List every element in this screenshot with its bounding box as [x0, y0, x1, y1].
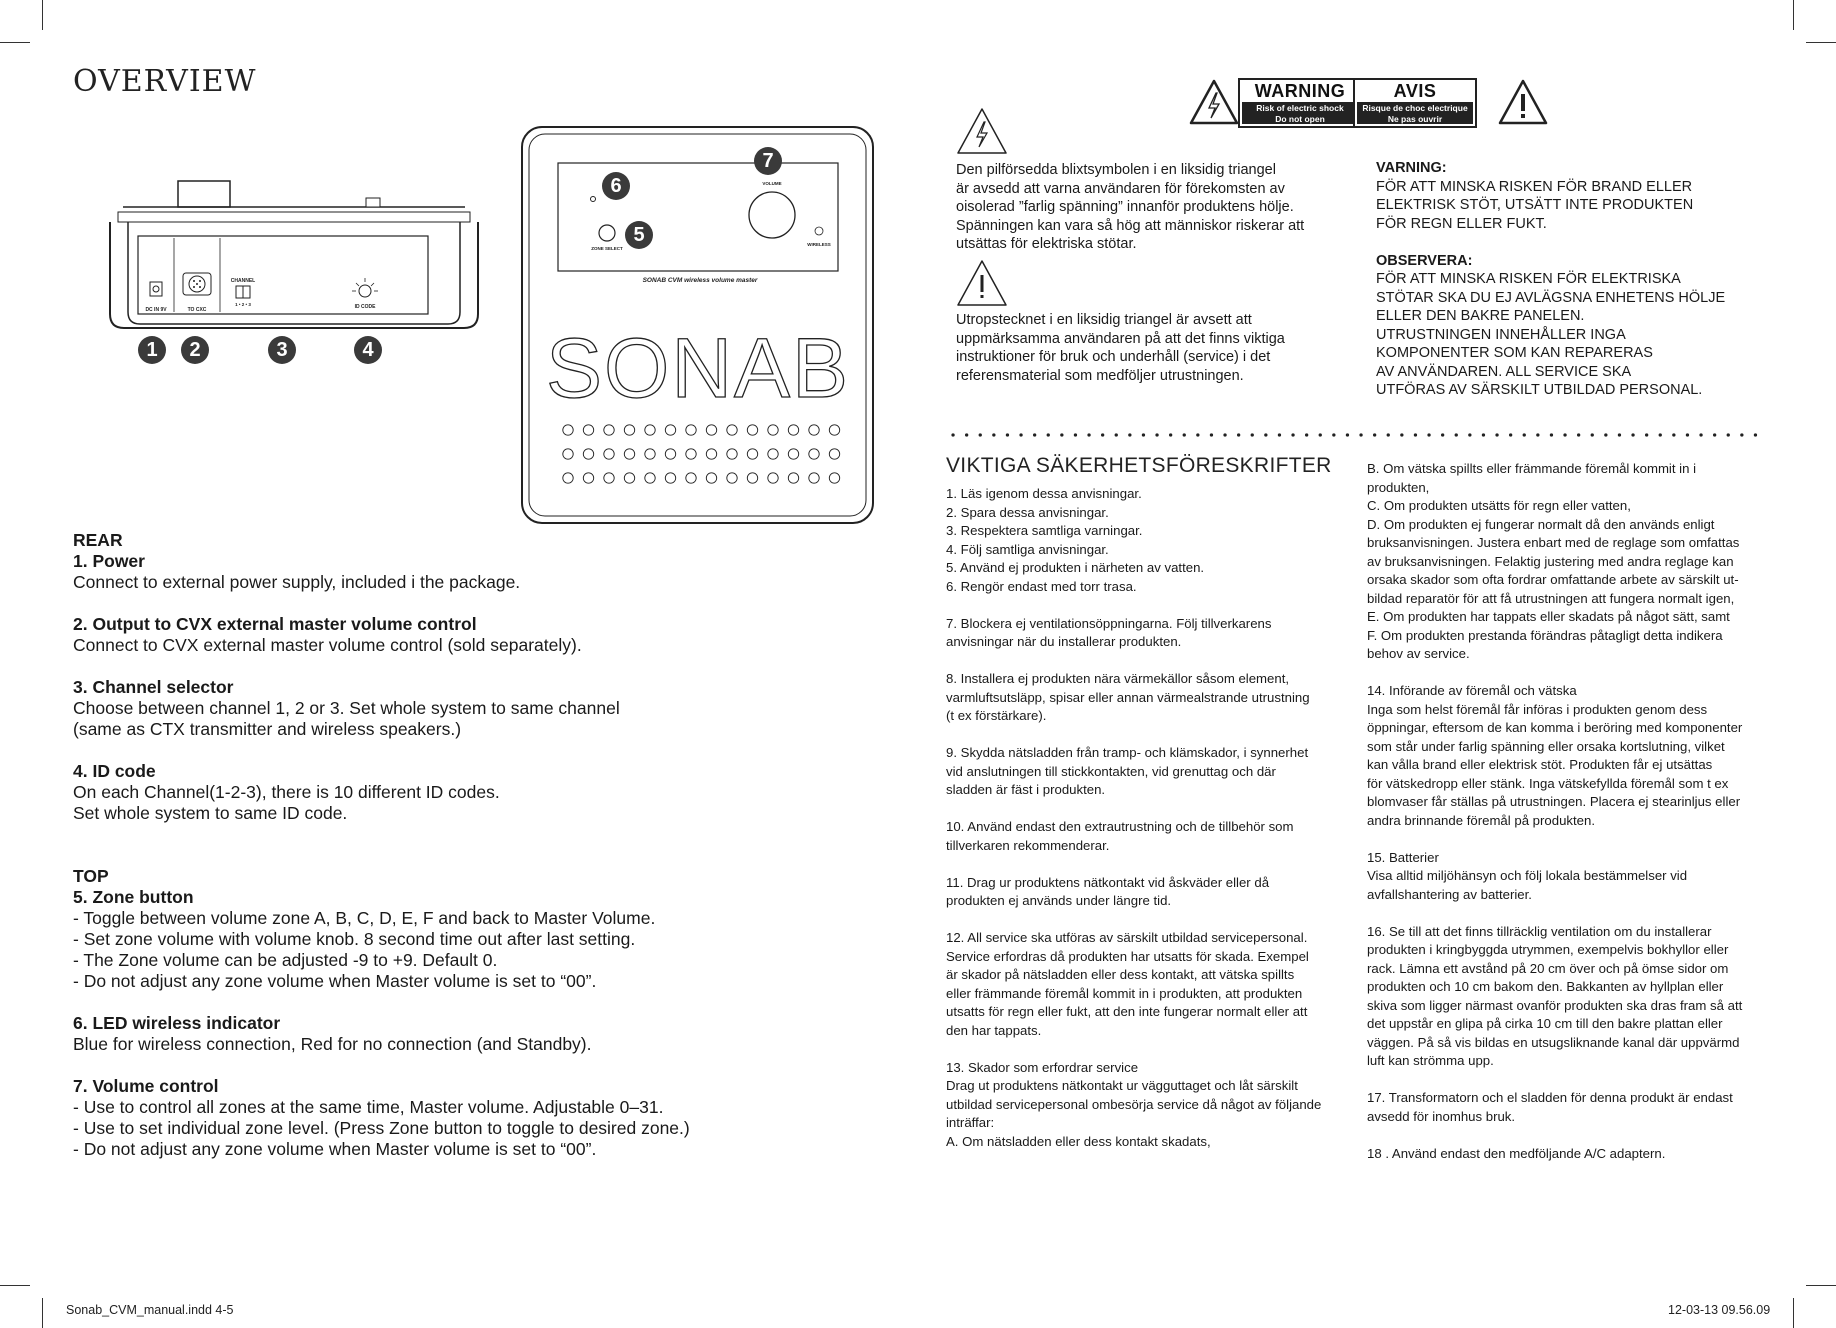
safety-line: F. Om produkten prestanda förändras påtagligt detta indikera [1367, 627, 1723, 643]
safety-line: 17. Transformatorn och el sladden för denna produkt är endast [1367, 1090, 1733, 1105]
avis-label [1353, 78, 1477, 128]
badge-3: 3 [268, 336, 296, 364]
dotted-divider [950, 432, 1765, 438]
text-line: Den pilförsedda blixtsymbolen i en liksidig triangel [956, 162, 1276, 178]
safety-line: andra brinnande föremål på produkten. [1367, 812, 1596, 828]
safety-line: E. Om produkten har tappats eller skadats på något sätt, samt [1367, 609, 1730, 624]
safety-line: rack. Lämna ett avstånd på 20 cm över och på ömse sidor om [1367, 960, 1729, 976]
safety-line: för vätskedropp eller stänk. Inga vätskefyllda föremål som t ex [1367, 775, 1729, 791]
rear-label-dcin: DC IN 9V [145, 307, 167, 313]
safety-line: tillverkaren rekommenderar. [946, 837, 1110, 853]
safety-line: Visa alltid miljöhänsyn och följ lokala bestämmelser vid [1367, 868, 1688, 883]
safety-title: VIKTIGA SÄKERHETSFÖRESKRIFTER [946, 454, 1332, 477]
safety-line: Service erfordras då produkten har utsatts för skada. Exempel [946, 948, 1309, 964]
item-3-text: Choose between channel 1, 2 or 3. Set whole system to same channel [73, 698, 620, 718]
safety-line: kan vålla brand eller elektrisk stöt. Produkten får ej utsättas [1367, 757, 1713, 772]
safety-line: 2. Spara dessa anvisningar. [946, 504, 1109, 520]
rear-label-tocxc: TO CXC [187, 307, 207, 313]
exclamation-triangle-icon [1497, 78, 1549, 126]
badge-1: 1 [138, 336, 166, 364]
safety-line: 13. Skador som erfordrar service [946, 1059, 1139, 1075]
text-line: uppmärksamma användaren på att det finns viktiga [956, 330, 1285, 347]
item-3-text: (same as CTX transmitter and wireless speakers.) [73, 719, 462, 739]
item-3-title: 3. Channel selector [73, 677, 234, 697]
top-heading: TOP [73, 866, 109, 886]
safety-line: 16. Se till att det finns tillräcklig ventilation om du installerar [1367, 923, 1712, 939]
text-line: är avsedd att varna användaren för förekomsten av [956, 180, 1285, 197]
text-line: STÖTAR SKA DU EJ AVLÄGSNA ENHETENS HÖLJE [1376, 289, 1726, 306]
text-line: AV ANVÄNDAREN. ALL SERVICE SKA [1376, 363, 1632, 380]
text-line: Utropstecknet i en liksidig triangel är avsett att [956, 312, 1252, 328]
text-line: referensmaterial som medföljer utrustningen. [956, 367, 1244, 384]
warning-sub: Risk of electric shock [1256, 103, 1344, 113]
safety-line: Inga som helst föremål får införas i produkten genom dess [1367, 701, 1708, 717]
safety-line: bruksanvisningen. Justera enbart med de reglage som omfattas [1367, 535, 1740, 550]
safety-line: det uppstår en glipa på cirka 10 cm till den bakre plattan eller [1367, 1016, 1723, 1031]
warning-sub: Do not open [1275, 114, 1325, 124]
safety-line: (t ex förstärkare). [946, 708, 1047, 723]
rear-label-idcode: ID CODE [354, 304, 376, 310]
volume-label: VOLUME [762, 181, 782, 186]
safety-line: D. Om produkten ej fungerar normalt då den används enligt [1367, 516, 1715, 532]
item-5-title: 5. Zone button [73, 887, 194, 907]
text-line: FÖR REGN ELLER FUKT. [1376, 215, 1547, 232]
safety-line: behov av service. [1367, 646, 1470, 661]
safety-line: vid anslutningen till stickkontakten, vid grenuttag och där [946, 763, 1276, 779]
text-line: UTFÖRAS AV SÄRSKILT UTBILDAD PERSONAL. [1376, 382, 1703, 398]
item-6-text: Blue for wireless connection, Red for no connection (and Standby). [73, 1034, 592, 1054]
item-5-text: - Do not adjust any zone volume when Master volume is set to “00”. [73, 971, 597, 991]
safety-line: 9. Skydda nätsladden från tramp- och klämskador, i synnerhet [946, 745, 1309, 760]
text-line: UTRUSTNINGEN INNEHÅLLER INGA [1376, 326, 1626, 343]
item-4-title: 4. ID code [73, 761, 156, 781]
item-7-text: - Use to set individual zone level. (Press Zone button to toggle to desired zone.) [73, 1118, 690, 1138]
text-line: oisolerad ”farlig spänning” innanför produktens hölje. [956, 199, 1294, 215]
crop-mark [42, 1298, 43, 1328]
safety-column-1 [946, 485, 1356, 1151]
safety-line: B. Om vätska spillts eller främmande föremål kommit in i [1367, 461, 1697, 476]
item-4-text: On each Channel(1-2-3), there is 10 different ID codes. [73, 782, 500, 802]
safety-line: C. Om produkten utsätts för regn eller vatten, [1367, 498, 1631, 513]
safety-line: 12. All service ska utföras av särskilt utbildad servicepersonal. [946, 930, 1308, 945]
safety-line: 8. Installera ej produkten nära värmekällor såsom element, [946, 671, 1290, 686]
safety-line: produkten ej används under längre tid. [946, 893, 1172, 908]
safety-line: den har tappats. [946, 1022, 1042, 1038]
text-line: KOMPONENTER SOM KAN REPARERAS [1376, 345, 1653, 361]
varning-block [1376, 159, 1725, 400]
safety-line: 7. Blockera ej ventilationsöppningarna. Följ tillverkarens [946, 615, 1272, 631]
safety-line: blomvaser får ställas på utrustningen. Placera ej stearinljus eller [1367, 794, 1741, 809]
item-7-title: 7. Volume control [73, 1076, 219, 1096]
text-line: Spänningen kan vara så hög att människor riskerar att [956, 217, 1305, 234]
safety-line: produkten, [1367, 479, 1430, 495]
safety-line: orsaka skador som ofta fordrar omfattande arbete av särskilt ut- [1367, 572, 1739, 587]
safety-line: 14. Införande av föremål och vätska [1367, 683, 1577, 698]
safety-line: 10. Använd endast den extrautrustning och de tillbehör som [946, 819, 1294, 834]
item-1-title: 1. Power [73, 551, 145, 571]
safety-line: 11. Drag ur produktens nätkontakt vid åskväder eller då [946, 874, 1270, 890]
badge-6: 6 [602, 172, 630, 200]
crop-mark [0, 1285, 30, 1286]
observera-heading: OBSERVERA: [1376, 252, 1473, 269]
exclamation-explanation [956, 311, 1285, 385]
warning-title: WARNING [1254, 81, 1346, 101]
safety-line: skiva som ligger närmast ovanför produkten ska dras fram så att [1367, 997, 1743, 1013]
rear-label-channel-values: 1 • 2 • 3 [235, 302, 251, 307]
varning-heading: VARNING: [1376, 160, 1447, 176]
safety-line: produkten i kringbyggda utrymmen, exempelvis bokhyllor eller [1367, 942, 1729, 957]
safety-line: 15. Batterier [1367, 849, 1439, 865]
safety-line: väggen. På så vis bildas en utsugsliknande kanal där uppvärmd [1367, 1034, 1740, 1050]
avis-sub: Ne pas ouvrir [1387, 114, 1443, 124]
safety-line: öppningar, eftersom de kan komma i beröring med komponenter [1367, 720, 1743, 735]
crop-mark [1806, 42, 1836, 43]
safety-line: sladden är fäst i produkten. [946, 782, 1106, 797]
item-7-text: - Use to control all zones at the same time, Master volume. Adjustable 0–31. [73, 1097, 664, 1117]
badge-2: 2 [181, 336, 209, 364]
page-title: OVERVIEW [73, 64, 257, 99]
feature-descriptions [73, 530, 773, 1160]
text-line: FÖR ATT MINSKA RISKEN FÖR ELEKTRISKA [1376, 271, 1681, 287]
text-line: ELEKTRISK STÖT, UTSÄTT INTE PRODUKTEN [1376, 197, 1694, 213]
lightning-explanation [956, 161, 1304, 254]
safety-line: utsatts för regn eller fukt, att den inte fungerar normalt eller att [946, 1004, 1308, 1019]
safety-line: produkten och 10 cm bakom den. Bakkanten av hyllplan eller [1367, 979, 1724, 994]
avis-title: AVIS [1393, 81, 1437, 101]
footer-filename: Sonab_CVM_manual.indd 4-5 [66, 1303, 234, 1317]
safety-column-2 [1367, 460, 1777, 1163]
safety-line: 4. Följ samtliga anvisningar. [946, 541, 1109, 557]
safety-line: Drag ut produktens nätkontakt ur vägguttaget och låt särskilt [946, 1078, 1298, 1093]
lightning-triangle-icon [955, 106, 1009, 156]
safety-line: är skador på nätsladden eller dess kontakt, att vätska spillts [946, 967, 1295, 982]
warning-label [1238, 78, 1362, 128]
safety-line: 18 . Använd endast den medföljande A/C adaptern. [1367, 1145, 1666, 1161]
exclamation-triangle-icon [955, 258, 1009, 308]
item-2-text: Connect to CVX external master volume control (sold separately). [73, 635, 582, 655]
text-line: ELLER DEN BAKRE PANELEN. [1376, 308, 1585, 324]
text-line: FÖR ATT MINSKA RISKEN FÖR BRAND ELLER [1376, 178, 1693, 195]
item-6-title: 6. LED wireless indicator [73, 1013, 281, 1033]
crop-mark [0, 42, 30, 43]
safety-line: bildad reparatör för att få utrustningen att fungera normalt igen, [1367, 590, 1735, 606]
item-5-text: - Set zone volume with volume knob. 8 second time out after last setting. [73, 929, 636, 949]
brand-small: SONAB CVM wireless volume master [642, 277, 758, 284]
rear-heading: REAR [73, 530, 123, 550]
crop-mark [1793, 0, 1794, 30]
zone-select-label: ZONE SELECT [591, 246, 623, 251]
safety-line: luft kan strömma upp. [1367, 1053, 1494, 1068]
rear-label-channel: CHANNEL [230, 278, 256, 284]
safety-line: av bruksanvisningen. Felaktig justering med andra reglage kan [1367, 553, 1734, 569]
badge-4: 4 [354, 336, 382, 364]
safety-line: 6. Rengör endast med torr trasa. [946, 578, 1137, 594]
text-line: utsättas för elektriska stötar. [956, 236, 1137, 252]
item-5-text: - Toggle between volume zone A, B, C, D, E, F and back to Master Volume. [73, 908, 656, 928]
safety-line: eller främmande föremål kommit in i produkten, att produkten [946, 985, 1303, 1001]
crop-mark [1793, 1298, 1794, 1328]
safety-line: varmluftsutsläpp, spisar eller annan värmealstrande utrustning [946, 689, 1310, 705]
top-view-diagram [520, 125, 875, 525]
safety-line: avfallshantering av batterier. [1367, 886, 1532, 902]
safety-line: utbildad servicepersonal ombesörja service då något av följande [946, 1096, 1322, 1112]
item-7-text: - Do not adjust any zone volume when Master volume is set to “00”. [73, 1139, 597, 1159]
lightning-triangle-icon [1188, 78, 1240, 126]
text-line: instruktioner för bruk och underhåll (service) i det [956, 349, 1271, 365]
item-1-text: Connect to external power supply, included i the package. [73, 572, 521, 592]
safety-line: 5. Använd ej produkten i närheten av vatten. [946, 560, 1205, 575]
item-2-title: 2. Output to CVX external master volume control [73, 614, 477, 634]
crop-mark [42, 0, 43, 30]
safety-line: anvisningar när du installerar produkten. [946, 634, 1182, 649]
rear-panel-diagram [108, 178, 480, 330]
badge-5: 5 [625, 221, 653, 249]
avis-sub: Risque de choc electrique [1362, 103, 1468, 113]
safety-line: avsedd för inomhus bruk. [1367, 1108, 1516, 1124]
footer-timestamp: 12-03-13 09.56.09 [1668, 1303, 1771, 1317]
item-5-text: - The Zone volume can be adjusted -9 to +9. Default 0. [73, 950, 498, 970]
safety-line: som står under farlig spänning eller orsaka kortslutning, vilket [1367, 738, 1725, 754]
wireless-label: WIRELESS [807, 242, 831, 247]
safety-line: 1. Läs igenom dessa anvisningar. [946, 486, 1142, 501]
crop-mark [1806, 1285, 1836, 1286]
item-4-text: Set whole system to same ID code. [73, 803, 348, 823]
sonab-logo: SONAB [545, 321, 851, 415]
badge-7: 7 [754, 147, 782, 175]
safety-line: inträffar: [946, 1115, 995, 1130]
safety-line: A. Om nätsladden eller dess kontakt skadats, [946, 1133, 1211, 1149]
safety-line: 3. Respektera samtliga varningar. [946, 523, 1143, 538]
